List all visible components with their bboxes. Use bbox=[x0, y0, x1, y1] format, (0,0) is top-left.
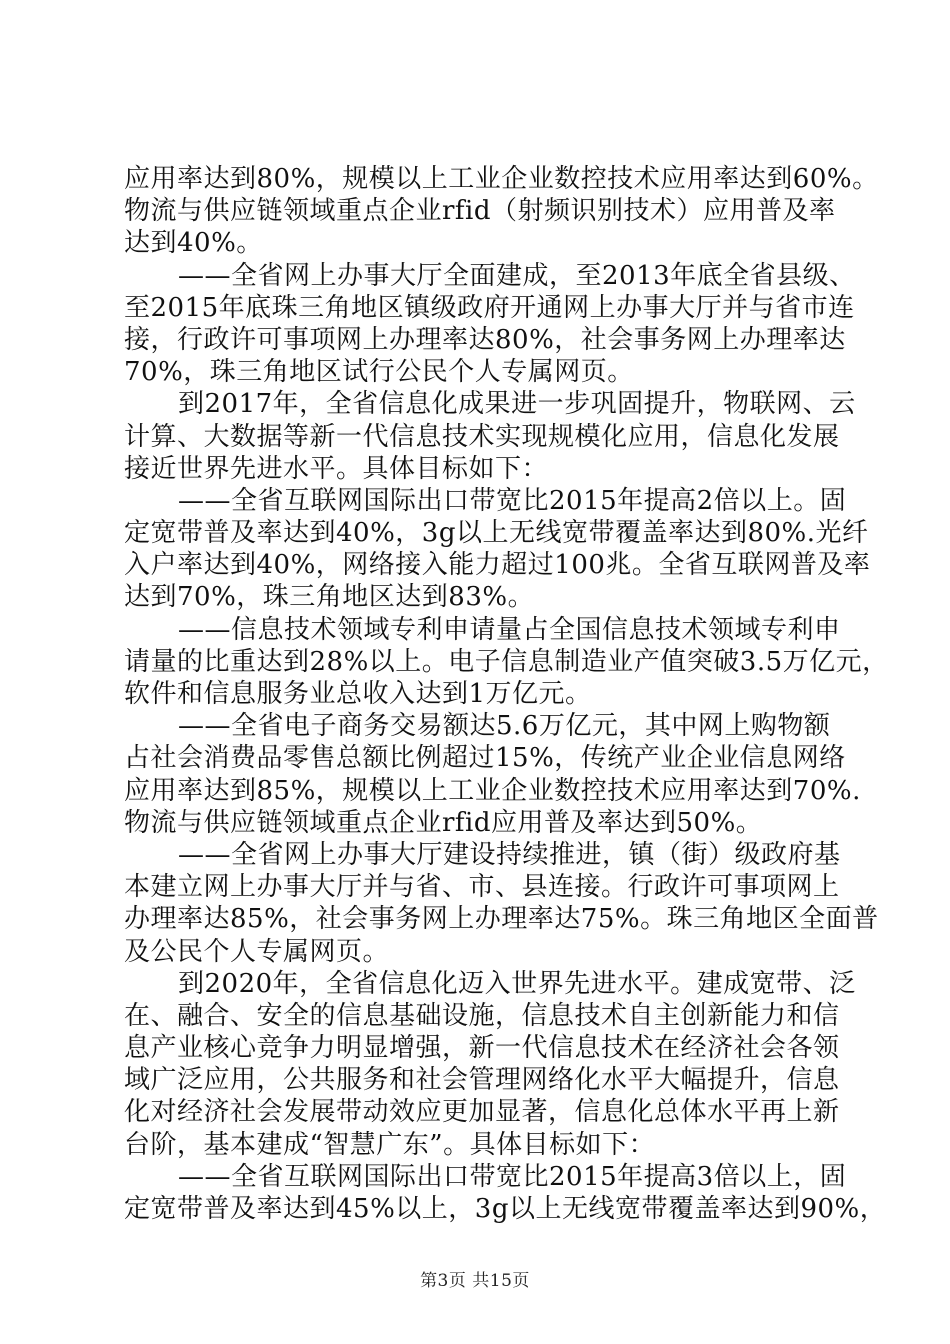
text-line: 及公民个人专属网页。 bbox=[124, 936, 390, 967]
text-line: 至2015年底珠三角地区镇级政府开通网上办事大厅并与省市连 bbox=[124, 292, 855, 323]
text-line: 息产业核心竞争力明显增强，新一代信息技术在经济社会各领 bbox=[124, 1033, 840, 1064]
text-line: 占社会消费品零售总额比例超过15%，传统产业企业信息网络 bbox=[124, 743, 846, 774]
paragraph-start: ——全省网上办事大厅全面建成，至2013年底全省县级、 bbox=[178, 260, 856, 291]
text-line: 接，行政许可事项网上办理率达80%，社会事务网上办理率达 bbox=[124, 324, 846, 355]
text-line: 接近世界先进水平。具体目标如下： bbox=[124, 453, 549, 484]
text-line: 70%，珠三角地区试行公民个人专属网页。 bbox=[124, 357, 634, 388]
text-line: 入户率达到40%，网络接入能力超过100兆。全省互联网普及率 bbox=[124, 550, 871, 581]
text-line: 化对经济社会发展带动效应更加显著，信息化总体水平再上新 bbox=[124, 1097, 840, 1128]
paragraph-start: ——全省电子商务交易额达5.6万亿元，其中网上购物额 bbox=[178, 711, 831, 742]
text-line: 达到70%，珠三角地区达到83%。 bbox=[124, 582, 535, 613]
text-line: 请量的比重达到28%以上。电子信息制造业产值突破3.5万亿元， bbox=[124, 646, 889, 677]
text-line: 应用率达到85%，规模以上工业企业数控技术应用率达到70%. bbox=[124, 775, 861, 806]
body-text bbox=[124, 163, 889, 1225]
text-line: 计算、大数据等新一代信息技术实现规模化应用，信息化发展 bbox=[124, 421, 840, 452]
text-line: 办理率达85%，社会事务网上办理率达75%。珠三角地区全面普 bbox=[124, 904, 879, 935]
page-number-footer: 第3页 共15页 bbox=[420, 1271, 530, 1291]
paragraph-start: ——全省互联网国际出口带宽比2015年提高2倍以上。固 bbox=[178, 485, 847, 516]
paragraph-start: ——全省网上办事大厅建设持续推进，镇（街）级政府基 bbox=[178, 839, 841, 870]
text-line: 定宽带普及率达到45%以上，3g以上无线宽带覆盖率达到90%， bbox=[124, 1194, 887, 1224]
paragraph-start: 到2017年，全省信息化成果进一步巩固提升，物联网、云 bbox=[178, 389, 856, 420]
text-line: 物流与供应链领域重点企业rfid应用普及率达到50%。 bbox=[124, 807, 763, 838]
text-line: 应用率达到80%，规模以上工业企业数控技术应用率达到60%。 bbox=[124, 164, 879, 194]
text-line: 软件和信息服务业总收入达到1万亿元。 bbox=[124, 679, 592, 709]
text-line: 本建立网上办事大厅并与省、市、县连接。行政许可事项网上 bbox=[124, 872, 840, 903]
text-line: 定宽带普及率达到40%，3g以上无线宽带覆盖率达到80%.光纤 bbox=[124, 518, 869, 549]
text-line: 在、融合、安全的信息基础设施，信息技术自主创新能力和信 bbox=[124, 1000, 840, 1031]
text-line: 域广泛应用，公共服务和社会管理网络化水平大幅提升，信息 bbox=[124, 1065, 840, 1096]
text-line: 达到40%。 bbox=[124, 228, 263, 259]
paragraph-start: ——全省互联网国际出口带宽比2015年提高3倍以上，固 bbox=[178, 1161, 847, 1192]
text-line: 台阶，基本建成“智慧广东”。具体目标如下： bbox=[124, 1129, 656, 1160]
paragraph-start: 到2020年，全省信息化迈入世界先进水平。建成宽带、泛 bbox=[178, 968, 856, 999]
text-line: 物流与供应链领域重点企业rfid（射频识别技术）应用普及率 bbox=[124, 196, 836, 227]
paragraph-start: ——信息技术领域专利申请量占全国信息技术领域专利申 bbox=[178, 614, 841, 645]
